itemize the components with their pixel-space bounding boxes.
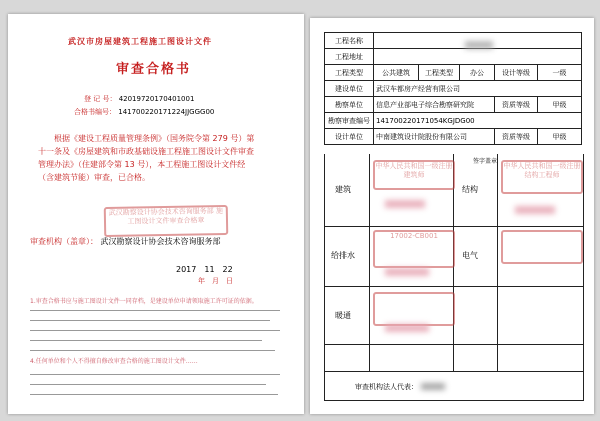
table-value: 141700220171054KGJDG00 xyxy=(374,113,582,129)
review-org-label: 审查机构（盖章）： xyxy=(30,237,98,246)
section-hvac: 暖通 xyxy=(335,311,351,320)
table-row xyxy=(325,97,582,113)
table-label: 工程名称 xyxy=(325,33,374,49)
table-row xyxy=(325,113,582,129)
table-label: 资质等级 xyxy=(495,129,538,145)
registration-row xyxy=(84,94,194,104)
hvac-stamp xyxy=(373,292,455,326)
table-row xyxy=(325,49,582,65)
date-units: 年 月 日 xyxy=(198,277,233,285)
table-label: 设计单位 xyxy=(325,129,374,145)
plumbing-stamp: 17002-CB001 xyxy=(373,230,455,268)
review-org-row xyxy=(30,236,221,247)
notes-more: 4.任何单位和个人不得擅自修改审查合格的施工图设计文件…… xyxy=(30,358,198,365)
project-info-table xyxy=(324,32,582,145)
table-label: 勘察单位 xyxy=(325,97,374,113)
section-architecture: 建筑 xyxy=(335,185,351,194)
table-row xyxy=(325,33,582,49)
registration-label: 登 记 号： xyxy=(84,95,117,103)
certificate-body: 根据《建设工程质量管理条例》（国务院令第 279 号）第十一条及《房屋建筑和市政基础设施工程施工图设计文件审查管理办法》（住建部令第 13 号），本工程施工图设计文件经（含建筑节能）审查，已合格。 xyxy=(38,134,255,182)
table-value xyxy=(374,49,582,65)
section-electrical: 电气 xyxy=(462,251,478,260)
table-row xyxy=(325,81,582,97)
legal-representative-label: 审查机构法人代表： xyxy=(355,383,418,391)
table-label: 建设单位 xyxy=(325,81,374,97)
table-value: 甲级 xyxy=(538,129,582,145)
table-value: 办公 xyxy=(460,65,495,81)
notes-intro: 1.审查合格书应与施工图设计文件一同存档，是建设单位申请领取施工许可证的依据。 xyxy=(30,298,258,305)
architect-stamp: 中华人民共和国一级注册建筑师 xyxy=(373,160,455,190)
table-label: 设计等级 xyxy=(495,65,538,81)
signature-grid xyxy=(324,154,584,401)
certificate-number: 141700220171224JJGGG00 xyxy=(118,108,215,116)
table-value xyxy=(374,33,582,49)
document-title: 审查合格书 xyxy=(116,62,192,77)
certificate-label: 合格书编号： xyxy=(74,108,116,116)
table-value: 武汉车都房产经营有限公司 xyxy=(374,81,582,97)
registration-number: 4201972017040100​1 xyxy=(118,95,195,103)
section-plumbing: 给排水 xyxy=(331,251,355,260)
certificate-page xyxy=(8,14,304,414)
table-value: 一级 xyxy=(538,65,582,81)
table-row xyxy=(325,129,582,145)
signature-note: 签字盖章 xyxy=(473,158,498,165)
engineer-stamp: 中华人民共和国一级注册结构工程师 xyxy=(501,160,583,194)
electrical-stamp xyxy=(501,230,583,264)
project-info-page xyxy=(310,18,594,414)
review-stamp: 武汉勘察设计协会技术咨询服务部 施工图设计文件审查合格章 xyxy=(104,205,229,237)
table-label: 勘察审查编号 xyxy=(325,113,374,129)
table-value: 信息产业部电子综合勘察研究院 xyxy=(374,97,495,113)
table-value: 甲级 xyxy=(538,97,582,113)
table-row xyxy=(325,65,582,81)
certificate-row xyxy=(74,107,214,117)
issue-date: 2017 11 22 xyxy=(176,265,233,274)
table-label: 工程地址 xyxy=(325,49,374,65)
table-value: 中南建筑设计院股份有限公司 xyxy=(374,129,495,145)
table-value: 公共建筑 xyxy=(374,65,419,81)
table-label: 工程类型 xyxy=(419,65,460,81)
table-label: 资质等级 xyxy=(495,97,538,113)
table-label: 工程类型 xyxy=(325,65,374,81)
section-structure: 结构 xyxy=(462,185,478,194)
document-header: 武汉市房屋建筑工程施工图设计文件 xyxy=(68,37,212,46)
review-org-name: 武汉勘察设计协会技术咨询服务部 xyxy=(100,237,221,246)
